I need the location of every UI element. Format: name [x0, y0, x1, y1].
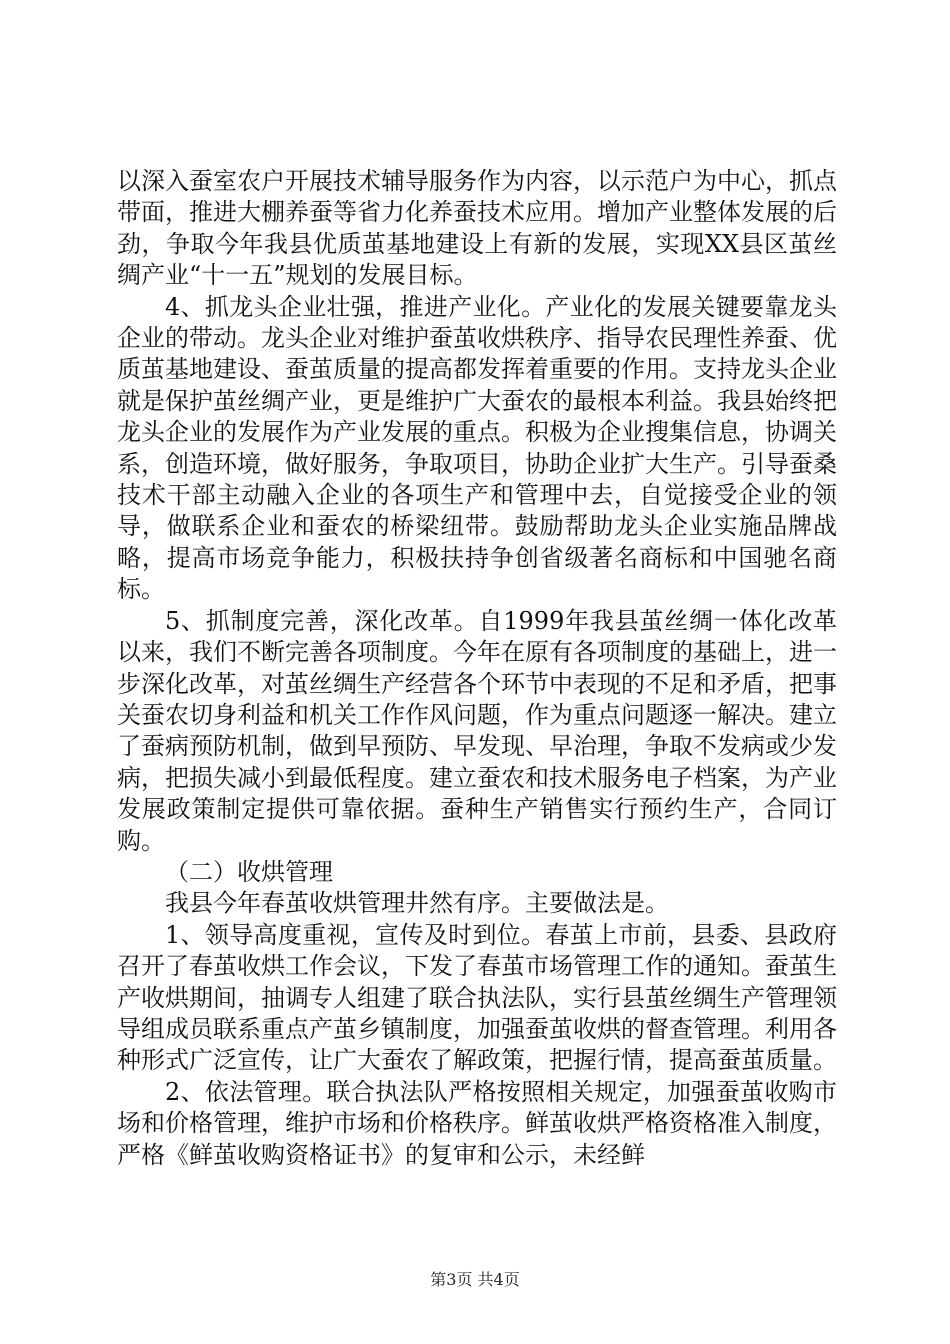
section-heading: （二）收烘管理 [165, 857, 333, 886]
paragraph-item-1: 1、领导高度重视，宣传及时到位。春茧上市前，县委、县政府召开了春茧收烘工作会议，下发了春茧市场管理工作的通知。蚕茧生产收烘期间，抽调专人组建了联合执法队，实行县茧丝绸生产管理领导组成员联系重点产茧乡镇制度，加强蚕茧收烘的督查管理。利用各种形式广泛宣传，让广大蚕农了解政策，把握行情，提高蚕茧质量。 [117, 920, 837, 1075]
paragraph-item-2: 2、依法管理。联合执法队严格按照相关规定，加强蚕茧收购市场和价格管理，维护市场和价格秩序。鲜茧收烘严格资格准入制度，严格《鲜茧收购资格证书》的复审和公示，未经鲜 [117, 1077, 837, 1169]
page-footer: 第3页 共4页 [430, 1270, 520, 1289]
paragraph-item-4: 4、抓龙头企业壮强，推进产业化。产业化的发展关键要靠龙头企业的带动。龙头企业对维护蚕茧收烘秩序、指导农民理性养蚕、优质茧基地建设、蚕茧质量的提高都发挥着重要的作用。支持龙头企业就是保护茧丝绸产业，更是维护广大蚕农的最根本利益。我县始终把龙头企业的发展作为产业发展的重点。积极为企业搜集信息，协调关系，创造环境，做好服务，争取项目，协助企业扩大生产。引导蚕桑技术干部主动融入企业的各项生产和管理中去，自觉接受企业的领导，做联系企业和蚕农的桥梁纽带。鼓励帮助龙头企业实施品牌战略，提高市场竞争能力，积极扶持争创省级著名商标和中国驰名商标。 [117, 292, 837, 604]
paragraph-continuation: 以深入蚕室农户开展技术辅导服务作为内容，以示范户为中心，抓点带面，推进大棚养蚕等省力化养蚕技术应用。增加产业整体发展的后劲，争取今年我县优质茧基地建设上有新的发展，实现XX县区茧丝绸产业“十一五”规划的发展目标。 [117, 167, 837, 290]
paragraph-intro: 我县今年春茧收烘管理井然有序。主要做法是。 [165, 889, 669, 918]
document-body [117, 166, 837, 1171]
paragraph-item-5: 5、抓制度完善，深化改革。自1999年我县茧丝绸一体化改革以来，我们不断完善各项制度。今年在原有各项制度的基础上，进一步深化改革，对茧丝绸生产经营各个环节中表现的不足和矛盾，把事关蚕农切身利益和机关工作作风问题，作为重点问题逐一解决。建立了蚕病预防机制，做到早预防、早发现、早治理，争取不发病或少发病，把损失减小到最低程度。建立蚕农和技术服务电子档案，为产业发展政策制定提供可靠依据。蚕种生产销售实行预约生产，合同订购。 [117, 606, 837, 855]
